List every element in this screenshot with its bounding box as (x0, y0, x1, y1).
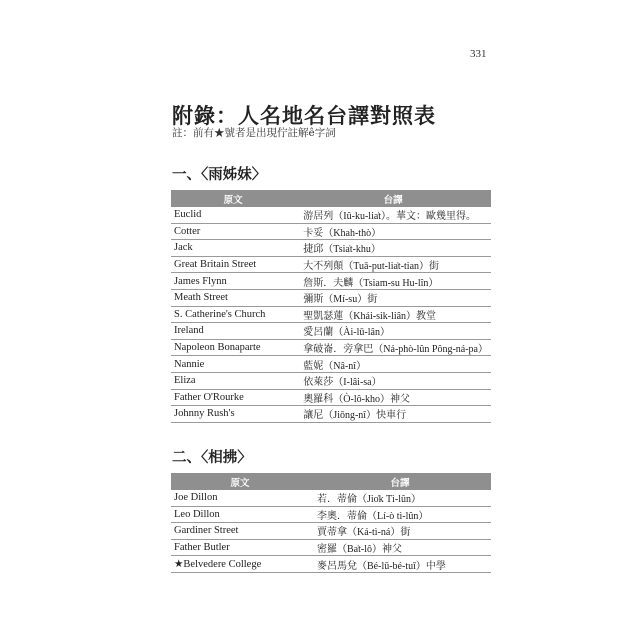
cell-translation: 依萊莎（I-lâi-sa） (295, 372, 491, 389)
cell-translation: 大不列顛（Tuā-put-lia̍t-tian）街 (295, 256, 491, 273)
table-row (171, 323, 491, 340)
table-row (171, 273, 491, 290)
cell-translation: 讓尼（Jiōng-nî）快車行 (295, 406, 491, 423)
table-row (171, 240, 491, 257)
cell-translation: 拿破崙．旁拿巴（Ná-phò-lûn Pông-ná-pa） (295, 339, 491, 356)
table-row (171, 406, 491, 423)
table-row (171, 556, 491, 573)
cell-translation: 彌斯（Mí-su）街 (295, 289, 491, 306)
table-row (171, 256, 491, 273)
table-body-1 (171, 207, 491, 422)
cell-original: Euclid (171, 207, 295, 223)
table-row (171, 539, 491, 556)
column-header-original: 原文 (171, 473, 309, 490)
cell-original: Leo Dillon (171, 506, 309, 523)
section-heading-2: 二、〈相拂〉 (172, 449, 252, 466)
table-row (171, 339, 491, 356)
column-header-translation: 台譯 (295, 190, 491, 207)
table-header-row (171, 190, 491, 207)
cell-original: ★Belvedere College (171, 556, 309, 573)
table-row (171, 289, 491, 306)
column-header-translation: 台譯 (309, 473, 491, 490)
cell-translation: 奧羅科（Ò-lô-kho）神父 (295, 389, 491, 406)
cell-original: Napoleon Bonaparte (171, 339, 295, 356)
cell-original: S. Catherine's Church (171, 306, 295, 323)
page-number: 331 (470, 48, 487, 60)
name-table-1 (171, 190, 491, 423)
cell-original: Ireland (171, 323, 295, 340)
cell-translation: 詹斯．夫麟（Tsiam-su Hu-lîn） (295, 273, 491, 290)
cell-original: Father Butler (171, 539, 309, 556)
cell-translation: 藍妮（Nâ-nî） (295, 356, 491, 373)
cell-original: Great Britain Street (171, 256, 295, 273)
table-row (171, 523, 491, 540)
cell-translation: 李奧．蒂倫（Lí-ò tì-lûn） (309, 506, 491, 523)
table-row (171, 306, 491, 323)
table-row (171, 223, 491, 240)
cell-original: Cotter (171, 223, 295, 240)
table-row (171, 490, 491, 506)
cell-translation: 愛呂蘭（Ài-lū-lân） (295, 323, 491, 340)
cell-translation: 卡妥（Khah-thò） (295, 223, 491, 240)
cell-translation: 捷邱（Tsia̍t-khu） (295, 240, 491, 257)
cell-original: Gardiner Street (171, 523, 309, 540)
cell-original: Meath Street (171, 289, 295, 306)
page-title: 附錄：人名地名台譯對照表 (172, 103, 436, 128)
cell-original: Joe Dillon (171, 490, 309, 506)
name-table-2 (171, 473, 491, 573)
cell-original: Nannie (171, 356, 295, 373)
section-heading-1: 一、〈雨姊妹〉 (172, 166, 267, 183)
cell-translation: 賈蒂拿（Ká-tì-ná）街 (309, 523, 491, 540)
table-row (171, 372, 491, 389)
cell-original: Eliza (171, 372, 295, 389)
table-row (171, 207, 491, 223)
cell-original: James Flynn (171, 273, 295, 290)
page-note: 註：前有★號者是出現佇註解ê字詞 (172, 127, 336, 139)
table-header-row (171, 473, 491, 490)
cell-translation: 麥呂馬兌（Bé-lū-bé-tuī）中學 (309, 556, 491, 573)
cell-original: Johnny Rush's (171, 406, 295, 423)
cell-translation: 聖凱瑟蓮（Khái-sik-liân）教堂 (295, 306, 491, 323)
cell-translation: 密羅（Ba̍t-lô）神父 (309, 539, 491, 556)
column-header-original: 原文 (171, 190, 295, 207)
table-body-2 (171, 490, 491, 572)
table-row (171, 506, 491, 523)
table-row (171, 389, 491, 406)
cell-original: Father O'Rourke (171, 389, 295, 406)
cell-translation: 游居列（Iû-ku-lia̍t）。華文：歐幾里得。 (295, 207, 491, 223)
table-row (171, 356, 491, 373)
cell-translation: 若．蒂倫（Jio̍k Tì-lûn） (309, 490, 491, 506)
cell-original: Jack (171, 240, 295, 257)
